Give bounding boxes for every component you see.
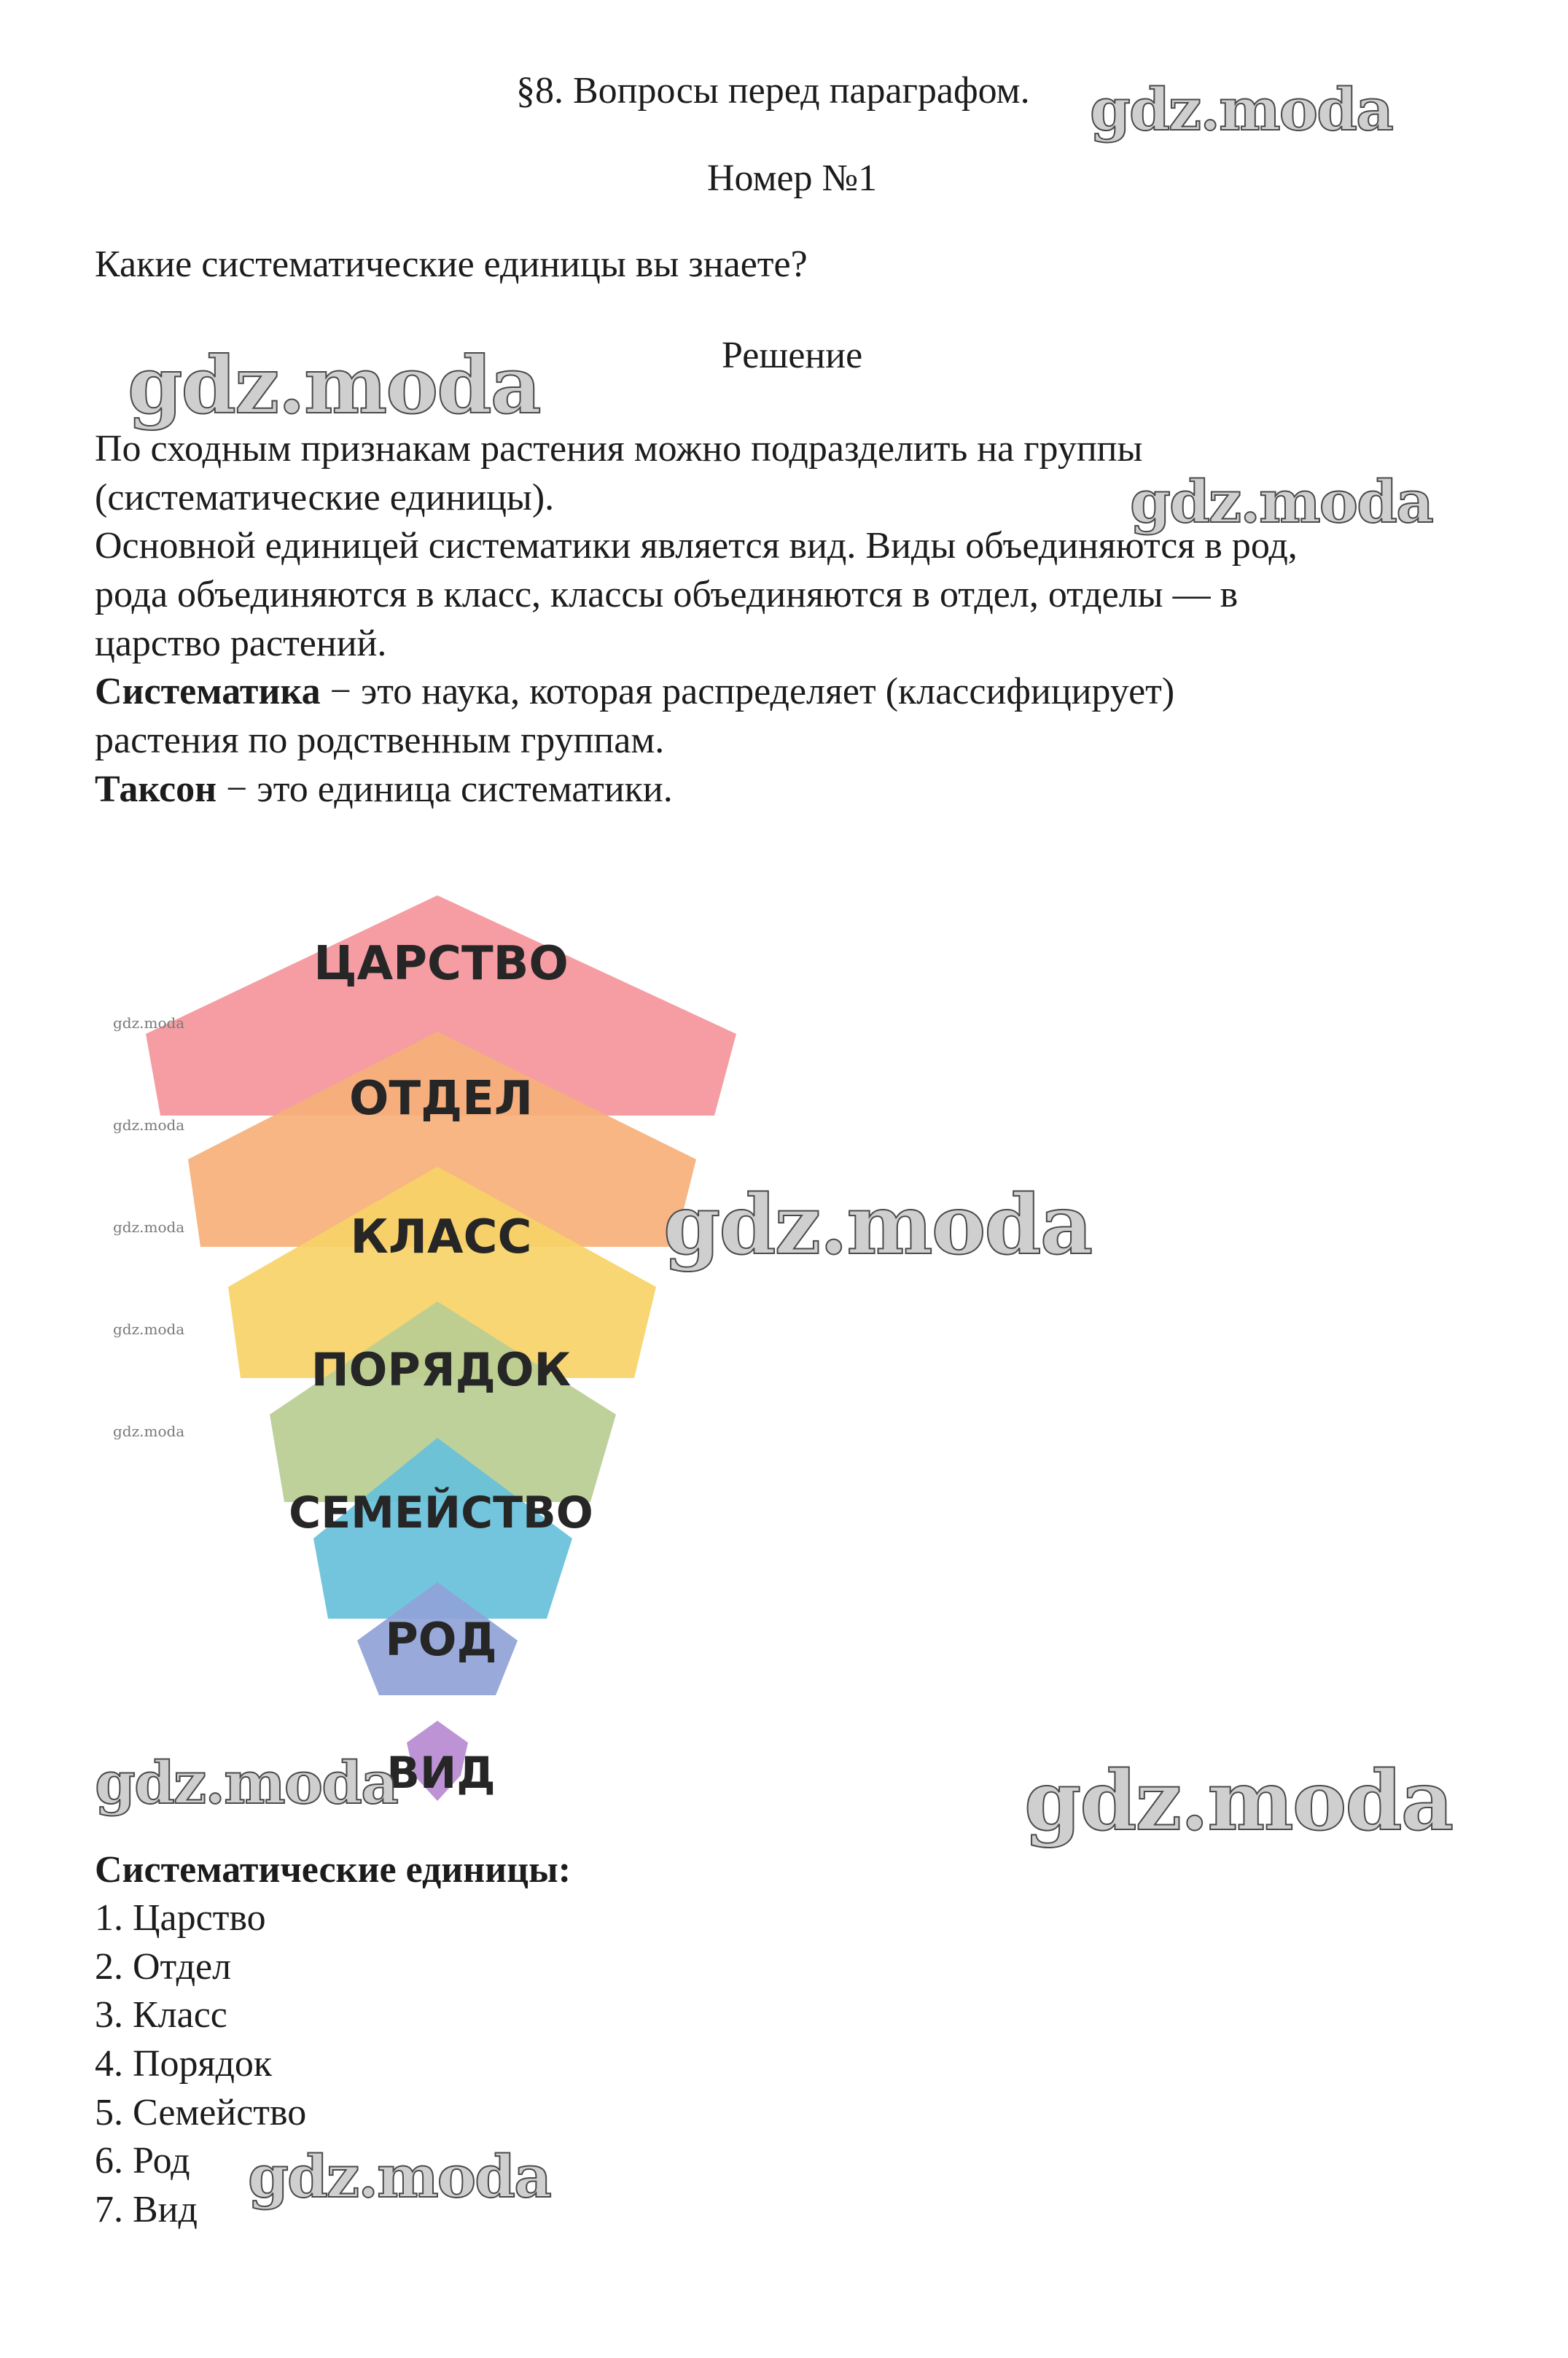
paragraph-line: рода объединяются в класс, классы объединяются в отдел, отделы — в xyxy=(95,574,1239,615)
list-item: 4. Порядок xyxy=(95,2043,273,2085)
definition-text: − это единица систематики. xyxy=(217,769,673,810)
list-title: Систематические единицы: xyxy=(95,1849,572,1891)
watermark-small: gdz.moda xyxy=(113,1116,185,1134)
taxonomy-pyramid xyxy=(131,882,773,1830)
paragraph-line: (систематические единицы). xyxy=(95,477,555,518)
list-item: 3. Класс xyxy=(95,1994,227,2036)
watermark-logo: gdz.moda xyxy=(663,1178,1092,1273)
definition-systematics xyxy=(95,668,1174,716)
definition-taxon xyxy=(95,766,673,814)
pyramid-label: СЕМЕЙСТВО xyxy=(289,1487,593,1538)
list-item: 6. Род xyxy=(95,2140,190,2182)
watermark-small: gdz.moda xyxy=(113,1320,185,1338)
paragraph-line: Основной единицей систематики является вид. Виды объединяются в род, xyxy=(95,525,1298,567)
solution-heading: Решение xyxy=(722,335,863,376)
pyramid-label: ЦАРСТВО xyxy=(313,937,569,991)
list-item: 5. Семейство xyxy=(95,2092,307,2133)
pyramid-label: РОД xyxy=(385,1613,497,1666)
watermark-logo: gdz.moda xyxy=(1130,467,1432,536)
list-item: 1. Царство xyxy=(95,1897,266,1939)
watermark-logo: gdz.moda xyxy=(128,340,540,432)
term-taxon: Таксон xyxy=(95,769,217,810)
task-number: Номер №1 xyxy=(707,157,878,199)
pyramid-level-species xyxy=(386,1721,495,1801)
watermark-logo: gdz.moda xyxy=(1024,1754,1453,1849)
term-systematics: Систематика xyxy=(95,671,321,712)
pyramid-label: КЛАСС xyxy=(350,1210,532,1264)
paragraph-line: растения по родственным группам. xyxy=(95,720,665,761)
watermark-small: gdz.moda xyxy=(113,1014,185,1032)
list-item: 7. Вид xyxy=(95,2189,198,2230)
paragraph-line: По сходным признакам растения можно подразделить на группы xyxy=(95,428,1143,470)
paragraph-line: царство растений. xyxy=(95,623,387,664)
pyramid-label: ВИД xyxy=(386,1748,496,1799)
question-text: Какие систематические единицы вы знаете? xyxy=(95,244,808,285)
pyramid-label: ОТДЕЛ xyxy=(349,1072,533,1126)
watermark-logo: gdz.moda xyxy=(248,2142,550,2211)
watermark-small: gdz.moda xyxy=(113,1423,185,1440)
definition-text: − это наука, которая распределяет (классифицирует) xyxy=(320,671,1175,712)
watermark-logo: gdz.moda xyxy=(1090,75,1392,144)
section-heading: §8. Вопросы перед параграфом. xyxy=(516,70,1030,112)
pyramid-label: ПОРЯДОК xyxy=(311,1343,572,1396)
list-item: 2. Отдел xyxy=(95,1946,232,1988)
watermark-logo: gdz.moda xyxy=(95,1748,397,1817)
watermark-small: gdz.moda xyxy=(113,1218,185,1236)
